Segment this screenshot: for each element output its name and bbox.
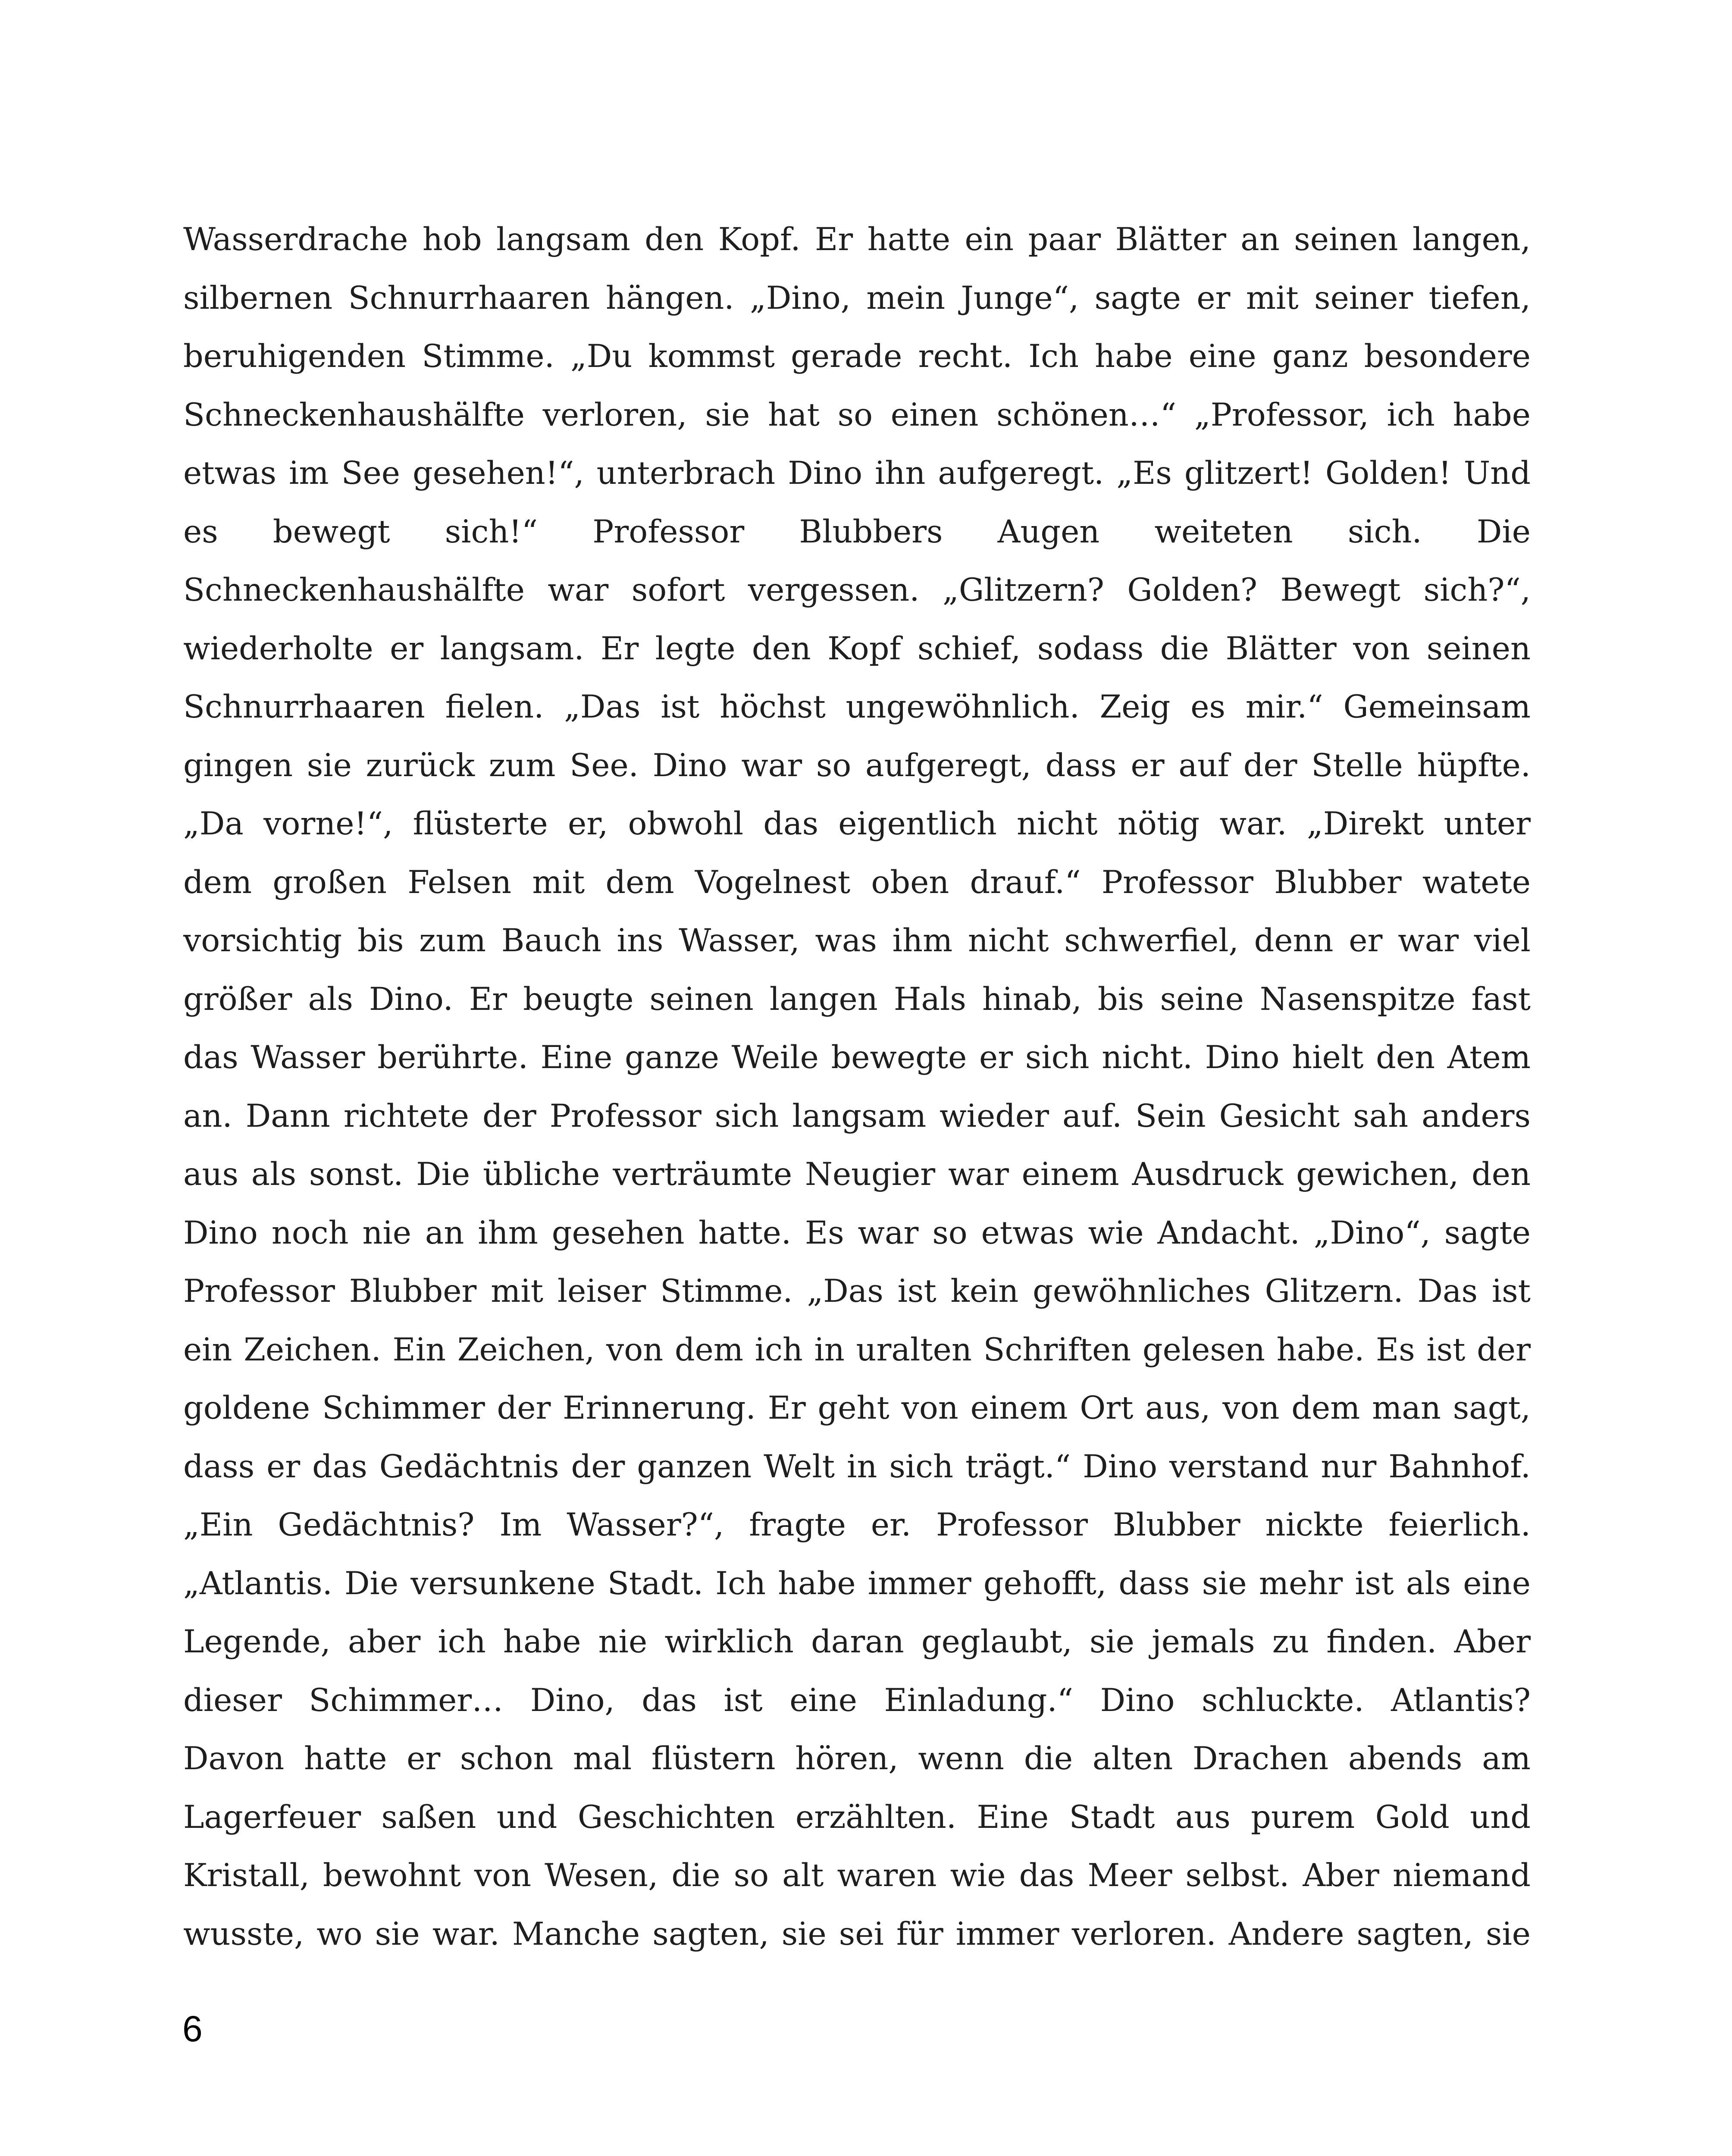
text-line: „Da vorne!“, flüsterte er, obwohl das eigentlich nicht nötig war. „Direkt unter [183,805,1531,842]
text-line: etwas im See gesehen!“, unterbrach Dino ihn aufgeregt. „Es glitzert! Golden! Und [183,455,1531,492]
text-line: „Ein Gedächtnis? Im Wasser?“, fragte er. Professor Blubber nickte feierlich. [183,1507,1531,1543]
text-line: das Wasser berührte. Eine ganze Weile bewegte er sich nicht. Dino hielt den Atem [183,1039,1531,1076]
text-line: vorsichtig bis zum Bauch ins Wasser, was ihm nicht schwerfiel, denn er war viel [183,922,1531,959]
text-line: dem großen Felsen mit dem Vogelnest oben drauf.“ Professor Blubber watete [183,864,1531,901]
text-line: wiederholte er langsam. Er legte den Kopf schief, sodass die Blätter von seinen [183,630,1531,667]
text-line: silbernen Schnurrhaaren hängen. „Dino, mein Junge“, sagte er mit seiner tiefen, [183,279,1531,317]
text-line: gingen sie zurück zum See. Dino war so aufgeregt, dass er auf der Stelle hüpfte. [183,747,1531,784]
body-text [183,210,1531,1963]
text-line: „Atlantis. Die versunkene Stadt. Ich habe immer gehofft, dass sie mehr ist als eine [183,1565,1531,1602]
text-line: goldene Schimmer der Erinnerung. Er geht von einem Ort aus, von dem man sagt, [183,1390,1531,1426]
text-line: es bewegt sich!“ Professor Blubbers Augen weiteten sich. Die [183,513,1531,550]
text-line: wusste, wo sie war. Manche sagten, sie sei für immer verloren. Andere sagten, sie [183,1915,1531,1952]
text-line: beruhigenden Stimme. „Du kommst gerade recht. Ich habe eine ganz besondere [183,338,1531,375]
text-line: Legende, aber ich habe nie wirklich daran geglaubt, sie jemals zu finden. Aber [183,1623,1531,1660]
page-number: 6 [182,2009,203,2049]
text-line: Dino noch nie an ihm gesehen hatte. Es war so etwas wie Andacht. „Dino“, sagte [183,1214,1531,1251]
text-line: Schneckenhaushälfte war sofort vergessen. „Glitzern? Golden? Bewegt sich?“, [183,572,1531,608]
text-line: Lagerfeuer saßen und Geschichten erzählten. Eine Stadt aus purem Gold und [183,1799,1531,1836]
text-line: aus als sonst. Die übliche verträumte Neugier war einem Ausdruck gewichen, den [183,1156,1531,1193]
text-line: Schnurrhaaren fielen. „Das ist höchst ungewöhnlich. Zeig es mir.“ Gemeinsam [183,689,1531,725]
text-line: größer als Dino. Er beugte seinen langen Hals hinab, bis seine Nasenspitze fast [183,981,1531,1018]
text-line: Kristall, bewohnt von Wesen, die so alt waren wie das Meer selbst. Aber niemand [183,1857,1531,1894]
text-line: Professor Blubber mit leiser Stimme. „Das ist kein gewöhnliches Glitzern. Das ist [183,1273,1531,1310]
text-line: ein Zeichen. Ein Zeichen, von dem ich in uralten Schriften gelesen habe. Es ist der [183,1331,1531,1368]
text-line: dass er das Gedächtnis der ganzen Welt in sich trägt.“ Dino verstand nur Bahnhof. [183,1448,1531,1485]
text-line: Wasserdrache hob langsam den Kopf. Er hatte ein paar Blätter an seinen langen, [183,221,1531,258]
text-line: Schneckenhaushälfte verloren, sie hat so einen schönen…“ „Professor, ich habe [183,396,1531,433]
text-line: Davon hatte er schon mal flüstern hören, wenn die alten Drachen abends am [183,1740,1531,1777]
text-line: an. Dann richtete der Professor sich langsam wieder auf. Sein Gesicht sah anders [183,1097,1531,1134]
text-line: dieser Schimmer… Dino, das ist eine Einladung.“ Dino schluckte. Atlantis? [183,1682,1531,1719]
